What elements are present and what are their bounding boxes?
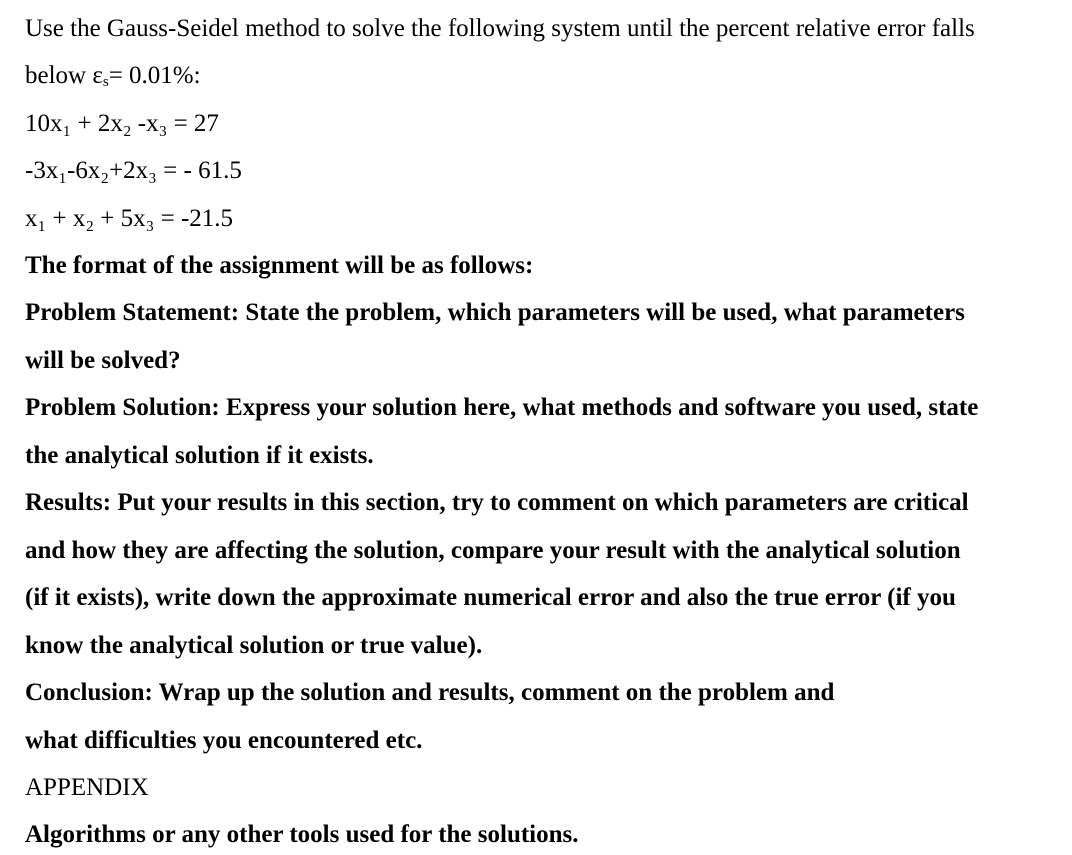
results-line-2: and how they are affecting the solution, compare your result with the analytical solution	[25, 537, 961, 564]
intro-line-2-prefix: below ε	[25, 62, 103, 89]
intro-line-2	[25, 61, 201, 91]
problem-solution-line-1: Problem Solution: Express your solution here, what methods and software you used, state	[25, 394, 979, 421]
conclusion-line-1: Conclusion: Wrap up the solution and results, comment on the problem and	[25, 679, 835, 706]
equation-2: -3x₁-6x₂+2x₃ = - 61.5	[25, 157, 242, 184]
results-line-3: (if it exists), write down the approximate numerical error and also the true error (if you	[25, 584, 956, 611]
problem-solution-line-2: the analytical solution if it exists.	[25, 442, 374, 469]
results-line-1: Results: Put your results in this section, try to comment on which parameters are critical	[25, 489, 969, 516]
intro-line-1: Use the Gauss-Seidel method to solve the following system until the percent relative error falls	[25, 15, 975, 42]
equation-3: x₁ + x₂ + 5x₃ = -21.5	[25, 205, 234, 232]
problem-statement-line-1: Problem Statement: State the problem, which parameters will be used, what parameters	[25, 299, 965, 326]
equation-1: 10x₁ + 2x₂ -x₃ = 27	[25, 110, 219, 137]
appendix-heading: APPENDIX	[25, 774, 149, 801]
conclusion-line-2: what difficulties you encountered etc.	[25, 727, 423, 754]
epsilon-subscript: s	[102, 74, 109, 90]
problem-statement-line-2: will be solved?	[25, 347, 181, 374]
intro-line-2-suffix: = 0.01%:	[108, 62, 201, 89]
appendix-text: Algorithms or any other tools used for the solutions.	[25, 821, 579, 848]
results-line-4: know the analytical solution or true value).	[25, 632, 483, 659]
format-heading: The format of the assignment will be as follows:	[25, 252, 534, 279]
